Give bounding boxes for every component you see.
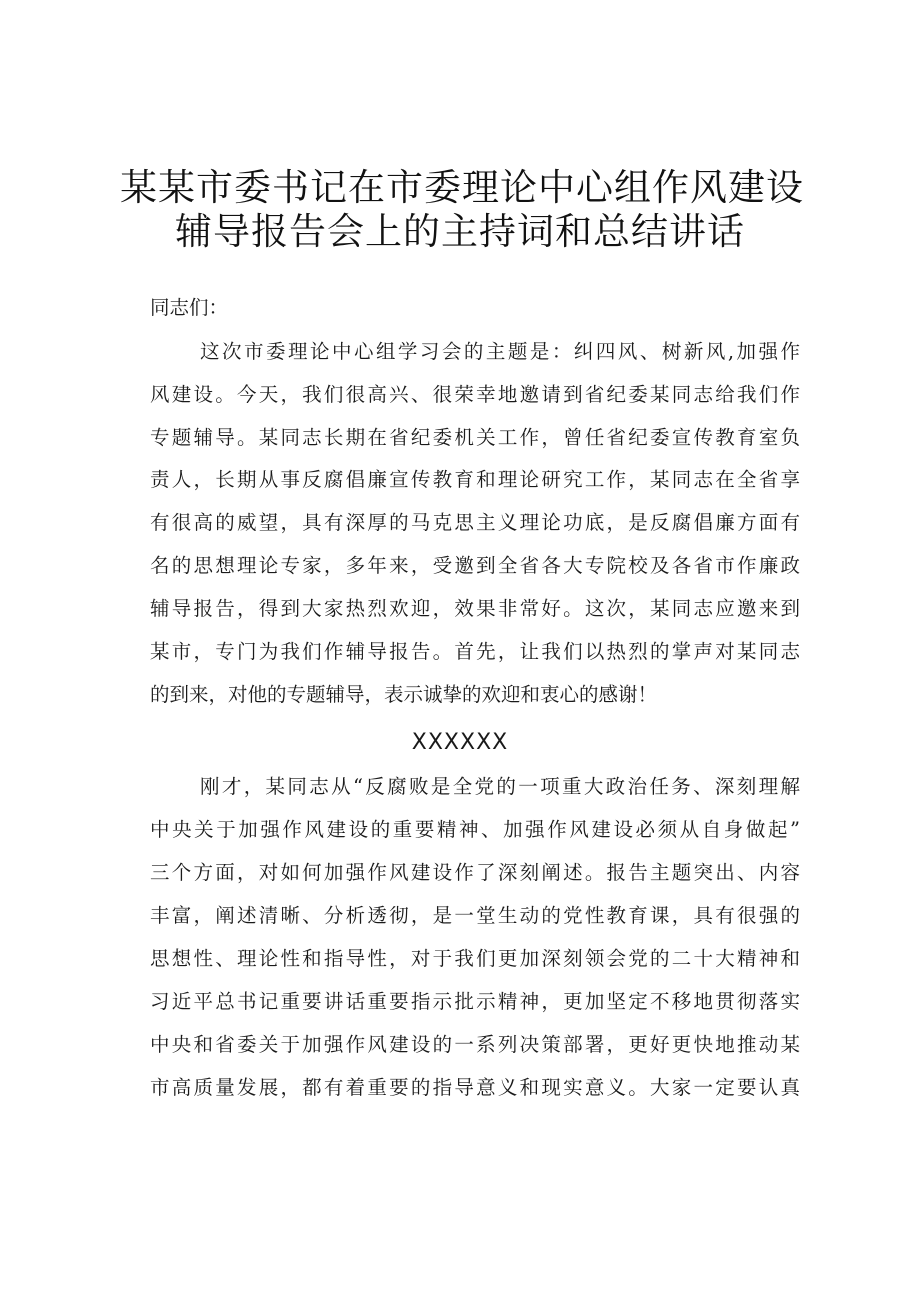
paragraph-2-line: 三个方面，对如何加强作风建设作了深刻阐述。报告主题突出、内容 [150,861,800,884]
paragraph-1-line: 专题辅导。某同志长期在省纪委机关工作，曾任省纪委宣传教育室负 [150,426,800,449]
paragraph-2-line: 市高质量发展，都有着重要的指导意义和现实意义。大家一定要认真 [150,1076,800,1099]
document-title-line-2: 辅导报告会上的主持词和总结讲话 [175,210,745,253]
paragraph-1-line: 的到来，对他的专题辅导，表示诚挚的欢迎和衷心的感谢！ [150,683,658,706]
section-separator: XXXXXX [411,730,509,755]
paragraph-1-line: 风建设。今天，我们很高兴、很荣幸地邀请到省纪委某同志给我们作 [150,383,800,406]
paragraph-1-line: 有很高的威望，具有深厚的马克思主义理论功底，是反腐倡廉方面有 [150,511,800,534]
document-title-line-1: 某某市委书记在市委理论中心组作风建设 [120,166,804,209]
paragraph-2-line: 习近平总书记重要讲话重要指示批示精神，更加坚定不移地贯彻落实 [150,990,800,1013]
paragraph-1-line: 辅导报告，得到大家热烈欢迎，效果非常好。这次，某同志应邀来到 [150,597,800,620]
paragraph-1-line: 名的思想理论专家，多年来，受邀到全省各大专院校及各省市作廉政 [150,554,800,577]
salutation: 同志们： [150,296,229,319]
paragraph-2-line: 中央和省委关于加强作风建设的一系列决策部署，更好更快地推动某 [150,1033,800,1056]
paragraph-2-line: 中央关于加强作风建设的重要精神、加强作风建设必须从自身做起” [150,818,800,841]
paragraph-2-line: 思想性、理论性和指导性，对于我们更加深刻领会党的二十大精神和 [150,947,800,970]
paragraph-1-line: 这次市委理论中心组学习会的主题是：纠四风、树新风,加强作 [200,340,800,363]
paragraph-2-line: 丰富，阐述清晰、分析透彻，是一堂生动的党性教育课，具有很强的 [150,904,800,927]
paragraph-1-line: 责人，长期从事反腐倡廉宣传教育和理论研究工作，某同志在全省享 [150,468,800,491]
paragraph-2-line: 刚才，某同志从“反腐败是全党的一项重大政治任务、深刻理解 [200,775,800,798]
paragraph-1-line: 某市，专门为我们作辅导报告。首先，让我们以热烈的掌声对某同志 [150,640,800,663]
